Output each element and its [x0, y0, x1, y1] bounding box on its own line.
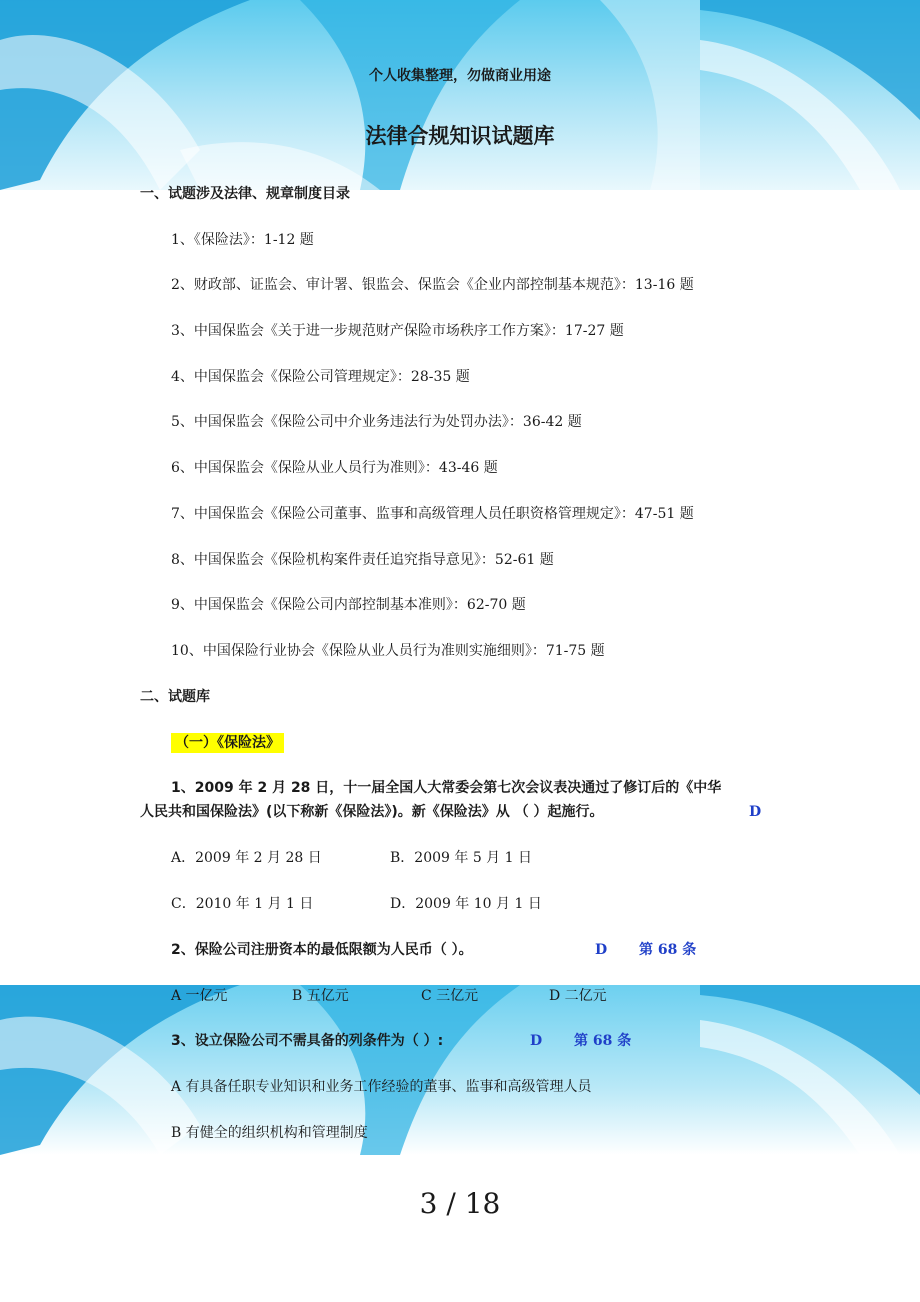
section-heading-question-bank: 二、试题库	[140, 689, 210, 705]
subsection-heading	[171, 733, 284, 753]
question-1-answer: D	[749, 804, 762, 820]
watermark-text: 个人收集整理，勿做商业用途	[369, 68, 551, 84]
top-decorative-banner	[0, 0, 920, 190]
question-2-option-c: C 三亿元	[421, 988, 479, 1004]
question-3-text: 3、设立保险公司不需具备的列条件为（ ）:	[171, 1033, 444, 1049]
question-1-option-a: A．2009 年 2 月 28 日	[171, 850, 322, 866]
swoosh-decoration-middle	[0, 985, 920, 1155]
catalog-item: 7、中国保监会《保险公司董事、监事和高级管理人员任职资格管理规定》：47-51 题	[171, 506, 694, 522]
question-1-option-c: C．2010 年 1 月 1 日	[171, 896, 314, 912]
catalog-item: 6、中国保监会《保险从业人员行为准则》：43-46 题	[171, 460, 498, 476]
question-3-article-ref: 第 68 条	[574, 1033, 632, 1049]
swoosh-decoration-top	[0, 0, 920, 190]
question-3-answer: D	[530, 1033, 543, 1049]
catalog-item: 4、中国保监会《保险公司管理规定》：28-35 题	[171, 369, 470, 385]
question-1-option-d: D．2009 年 10 月 1 日	[390, 896, 542, 912]
middle-decorative-banner	[0, 985, 920, 1155]
highlighted-subsection-label: （一）《保险法》	[171, 733, 284, 753]
page-number: 3 / 18	[419, 1187, 501, 1220]
catalog-item: 1、《保险法》：1-12 题	[171, 232, 314, 248]
catalog-item: 10、中国保险行业协会《保险从业人员行为准则实施细则》：71-75 题	[171, 643, 605, 659]
question-2-text: 2、保险公司注册资本的最低限额为人民币（ ）。	[171, 942, 473, 958]
question-1-option-b: B．2009 年 5 月 1 日	[390, 850, 532, 866]
question-1-text-line1: 1、2009 年 2 月 28 日，十一届全国人大常委会第七次会议表决通过了修订后的《中华	[171, 780, 722, 796]
question-3-option-a: A 有具备任职专业知识和业务工作经验的董事、监事和高级管理人员	[171, 1079, 592, 1095]
question-2-option-d: D 二亿元	[549, 988, 607, 1004]
question-2-option-a: A 一亿元	[171, 988, 228, 1004]
catalog-item: 3、中国保监会《关于进一步规范财产保险市场秩序工作方案》：17-27 题	[171, 323, 624, 339]
question-1-text-line2: 人民共和国保险法》(以下称新《保险法》)。新《保险法》从 （ ）起施行。	[140, 804, 604, 820]
question-2-answer: D	[595, 942, 608, 958]
section-heading-catalog: 一、试题涉及法律、规章制度目录	[140, 186, 350, 202]
catalog-item: 9、中国保监会《保险公司内部控制基本准则》：62-70 题	[171, 597, 526, 613]
question-2-option-b: B 五亿元	[292, 988, 349, 1004]
question-3-option-b: B 有健全的组织机构和管理制度	[171, 1125, 368, 1141]
page-title: 法律合规知识试题库	[365, 124, 555, 148]
catalog-item: 5、中国保监会《保险公司中介业务违法行为处罚办法》：36-42 题	[171, 414, 582, 430]
catalog-item: 2、财政部、证监会、审计署、银监会、保监会《企业内部控制基本规范》：13-16 题	[171, 277, 694, 293]
question-2-article-ref: 第 68 条	[639, 942, 697, 958]
catalog-item: 8、中国保监会《保险机构案件责任追究指导意见》：52-61 题	[171, 552, 554, 568]
